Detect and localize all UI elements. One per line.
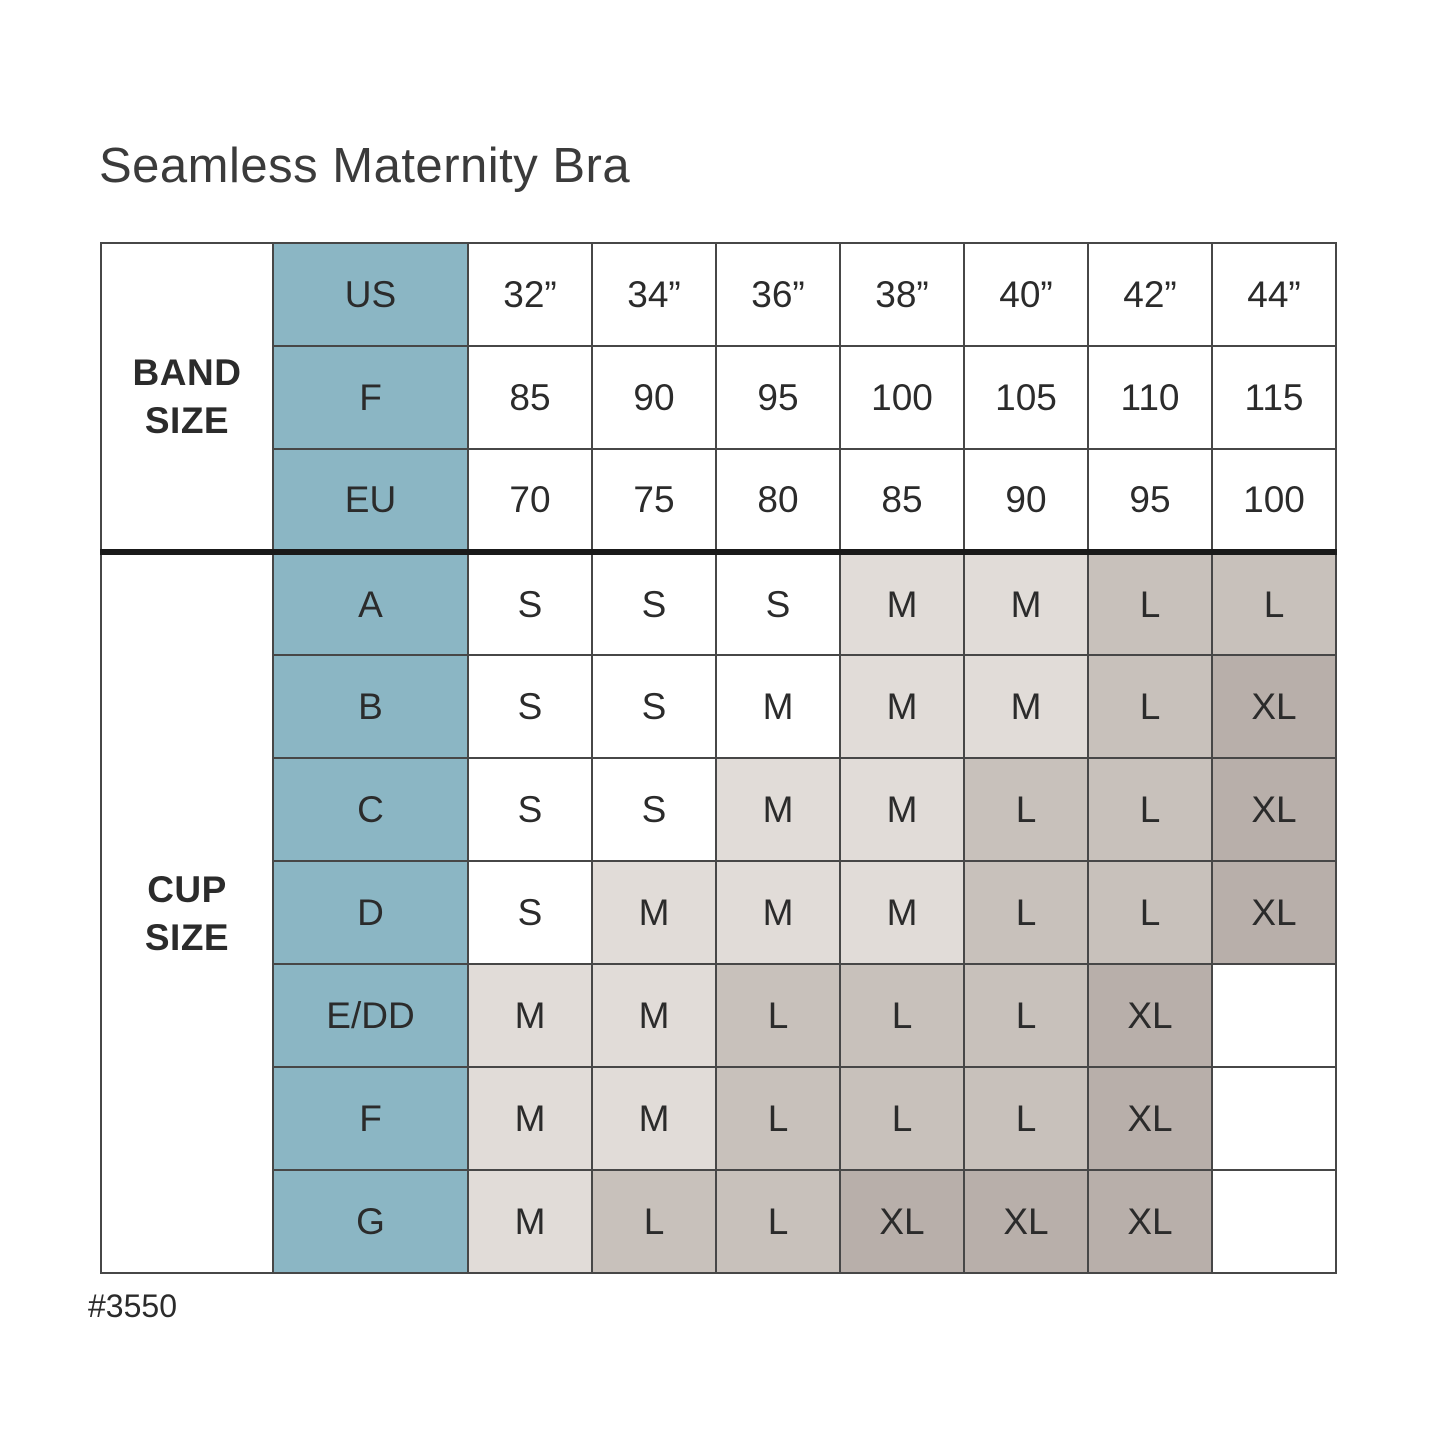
cup-row-label: D	[273, 861, 468, 964]
band-row-label: F	[273, 346, 468, 449]
size-cell: L	[1088, 655, 1212, 758]
band-value-cell: 110	[1088, 346, 1212, 449]
cup-row-label: B	[273, 655, 468, 758]
size-cell: M	[840, 552, 964, 655]
style-number: #3550	[88, 1288, 177, 1324]
band-value-cell: 34”	[592, 243, 716, 346]
band-value-cell: 32”	[468, 243, 592, 346]
band-value-cell: 42”	[1088, 243, 1212, 346]
size-cell: L	[716, 1170, 840, 1273]
size-cell: M	[468, 1067, 592, 1170]
cup-row-label: E/DD	[273, 964, 468, 1067]
cup-row-c	[101, 758, 1336, 861]
size-cell: L	[716, 964, 840, 1067]
band-size-group-label-line: BAND	[132, 352, 242, 394]
band-value-cell: 100	[840, 346, 964, 449]
size-cell: M	[964, 552, 1088, 655]
size-cell	[1212, 1067, 1336, 1170]
cup-row-label: C	[273, 758, 468, 861]
size-cell	[1212, 964, 1336, 1067]
size-cell: S	[468, 552, 592, 655]
band-row-us	[101, 243, 1336, 346]
band-value-cell: 40”	[964, 243, 1088, 346]
page-title: Seamless Maternity Bra	[99, 139, 631, 193]
band-value-cell: 95	[716, 346, 840, 449]
size-cell: S	[468, 655, 592, 758]
band-value-cell: 70	[468, 449, 592, 552]
cup-row-g	[101, 1170, 1336, 1273]
size-cell: M	[716, 758, 840, 861]
size-cell: M	[716, 861, 840, 964]
size-cell: L	[840, 964, 964, 1067]
size-cell: M	[716, 655, 840, 758]
size-cell: XL	[1212, 655, 1336, 758]
size-cell: M	[840, 655, 964, 758]
band-row-eu	[101, 449, 1336, 552]
band-size-group-label-line: SIZE	[144, 399, 230, 441]
size-cell: XL	[1088, 1067, 1212, 1170]
size-cell: L	[964, 861, 1088, 964]
band-value-cell: 38”	[840, 243, 964, 346]
size-cell: M	[468, 964, 592, 1067]
size-cell: S	[468, 758, 592, 861]
band-value-cell: 85	[840, 449, 964, 552]
cup-size-group-label	[101, 552, 273, 1273]
cup-size-group-label-line: CUP	[147, 869, 227, 911]
band-size-group-label	[101, 243, 273, 552]
size-cell: L	[840, 1067, 964, 1170]
cup-row-d	[101, 861, 1336, 964]
band-value-cell: 90	[592, 346, 716, 449]
size-cell: L	[1088, 758, 1212, 861]
size-cell: L	[1088, 861, 1212, 964]
band-value-cell: 36”	[716, 243, 840, 346]
size-cell: L	[592, 1170, 716, 1273]
band-row-label: US	[273, 243, 468, 346]
cup-row-label: G	[273, 1170, 468, 1273]
size-cell: L	[1212, 552, 1336, 655]
size-cell: XL	[1088, 1170, 1212, 1273]
size-cell: M	[468, 1170, 592, 1273]
band-value-cell: 100	[1212, 449, 1336, 552]
size-cell: XL	[1088, 964, 1212, 1067]
band-value-cell: 95	[1088, 449, 1212, 552]
band-value-cell: 90	[964, 449, 1088, 552]
size-cell: XL	[840, 1170, 964, 1273]
cup-row-a	[101, 552, 1336, 655]
band-row-f	[101, 346, 1336, 449]
size-cell: XL	[964, 1170, 1088, 1273]
band-value-cell: 105	[964, 346, 1088, 449]
size-chart-table	[100, 242, 1337, 1274]
size-cell: XL	[1212, 758, 1336, 861]
band-value-cell: 85	[468, 346, 592, 449]
size-cell: L	[716, 1067, 840, 1170]
cup-row-label: A	[273, 552, 468, 655]
size-cell: S	[592, 552, 716, 655]
size-chart-body	[101, 243, 1336, 1273]
size-cell: M	[840, 861, 964, 964]
size-cell: S	[592, 758, 716, 861]
cup-row-b	[101, 655, 1336, 758]
band-value-cell: 80	[716, 449, 840, 552]
size-cell: L	[964, 1067, 1088, 1170]
band-row-label: EU	[273, 449, 468, 552]
band-value-cell: 44”	[1212, 243, 1336, 346]
size-cell: M	[592, 1067, 716, 1170]
size-cell	[1212, 1170, 1336, 1273]
size-cell: S	[592, 655, 716, 758]
cup-row-e-dd	[101, 964, 1336, 1067]
size-cell: M	[840, 758, 964, 861]
band-value-cell: 115	[1212, 346, 1336, 449]
size-cell: XL	[1212, 861, 1336, 964]
size-cell: S	[468, 861, 592, 964]
size-cell: S	[716, 552, 840, 655]
band-value-cell: 75	[592, 449, 716, 552]
size-cell: L	[964, 964, 1088, 1067]
cup-row-f	[101, 1067, 1336, 1170]
cup-size-group-label-line: SIZE	[144, 916, 230, 958]
size-cell: M	[964, 655, 1088, 758]
cup-row-label: F	[273, 1067, 468, 1170]
size-cell: L	[1088, 552, 1212, 655]
size-cell: M	[592, 861, 716, 964]
size-cell: L	[964, 758, 1088, 861]
size-cell: M	[592, 964, 716, 1067]
